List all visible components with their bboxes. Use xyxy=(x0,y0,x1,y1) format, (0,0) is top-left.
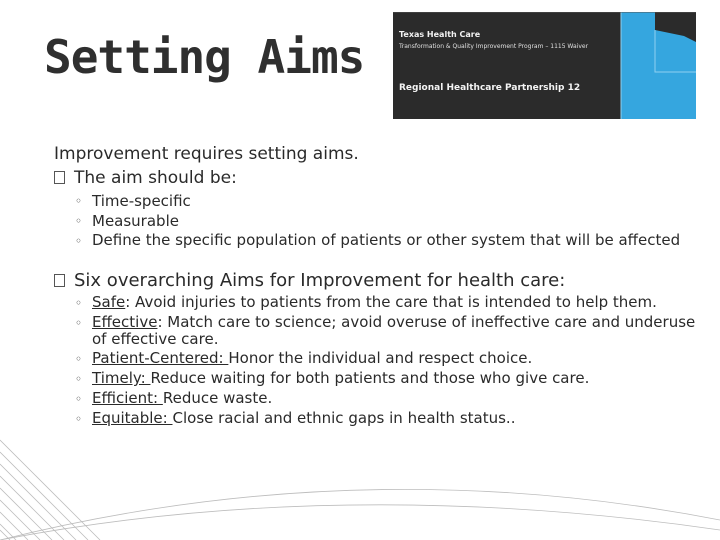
aim-desc: Reduce waste. xyxy=(162,389,273,407)
program-banner xyxy=(393,12,696,119)
circle-bullet-icon xyxy=(75,314,92,350)
circle-bullet-icon xyxy=(75,212,92,232)
banner-title: Texas Health Care xyxy=(399,30,481,39)
bullet-six-aims-text: Six overarching Aims for Improvement for health care: xyxy=(74,270,566,291)
decorative-corner-lines xyxy=(0,430,720,540)
circle-bullet-icon xyxy=(75,350,92,370)
aim-term: Safe xyxy=(92,293,126,311)
checkbox-bullet-icon xyxy=(54,274,65,287)
aim-criteria-list xyxy=(75,192,700,252)
list-item xyxy=(75,294,700,314)
list-item xyxy=(75,350,700,370)
aim-desc: Close racial and ethnic gaps in health status.. xyxy=(172,409,516,427)
circle-bullet-icon xyxy=(75,410,92,430)
list-item xyxy=(75,370,700,390)
aim-desc: Reduce waiting for both patients and those who give care. xyxy=(150,369,590,387)
circle-bullet-icon xyxy=(75,294,92,314)
list-item xyxy=(75,314,700,350)
banner-region: Regional Healthcare Partnership 12 xyxy=(399,83,581,93)
bullet-aim xyxy=(54,168,237,188)
bullet-six-aims xyxy=(54,270,565,291)
circle-bullet-icon xyxy=(75,370,92,390)
texas-map-icon xyxy=(393,12,696,119)
aim-term: Effective xyxy=(92,313,158,331)
aim-term: Equitable: xyxy=(92,409,173,427)
aim-term: Patient-Centered: xyxy=(92,349,229,367)
intro-text: Improvement requires setting aims. xyxy=(54,144,359,164)
list-item: ◦ Define the specific population of patients or other system that will be affected xyxy=(75,232,700,252)
six-aims-list xyxy=(75,294,700,430)
aim-term: Timely: xyxy=(92,369,151,387)
list-item: ◦ Measurable xyxy=(75,212,700,232)
list-item xyxy=(75,390,700,410)
slide-title: Setting Aims xyxy=(44,30,365,84)
aim-term: Efficient: xyxy=(92,389,163,407)
banner-subtitle: Transformation & Quality Improvement Program – 1115 Waiver xyxy=(399,43,589,50)
checkbox-bullet-icon xyxy=(54,171,65,184)
circle-bullet-icon xyxy=(75,232,92,252)
aim-desc: Honor the individual and respect choice. xyxy=(228,349,533,367)
circle-bullet-icon xyxy=(75,390,92,410)
aim-desc: : Match care to science; avoid overuse of ineffective care and underuse of effective care. xyxy=(92,313,696,348)
list-item xyxy=(75,410,700,430)
list-item: ◦ Time-specific xyxy=(75,192,700,212)
circle-bullet-icon xyxy=(75,192,92,212)
bullet-aim-text: The aim should be: xyxy=(74,168,237,188)
aim-desc: : Avoid injuries to patients from the care that is intended to help them. xyxy=(125,293,657,311)
